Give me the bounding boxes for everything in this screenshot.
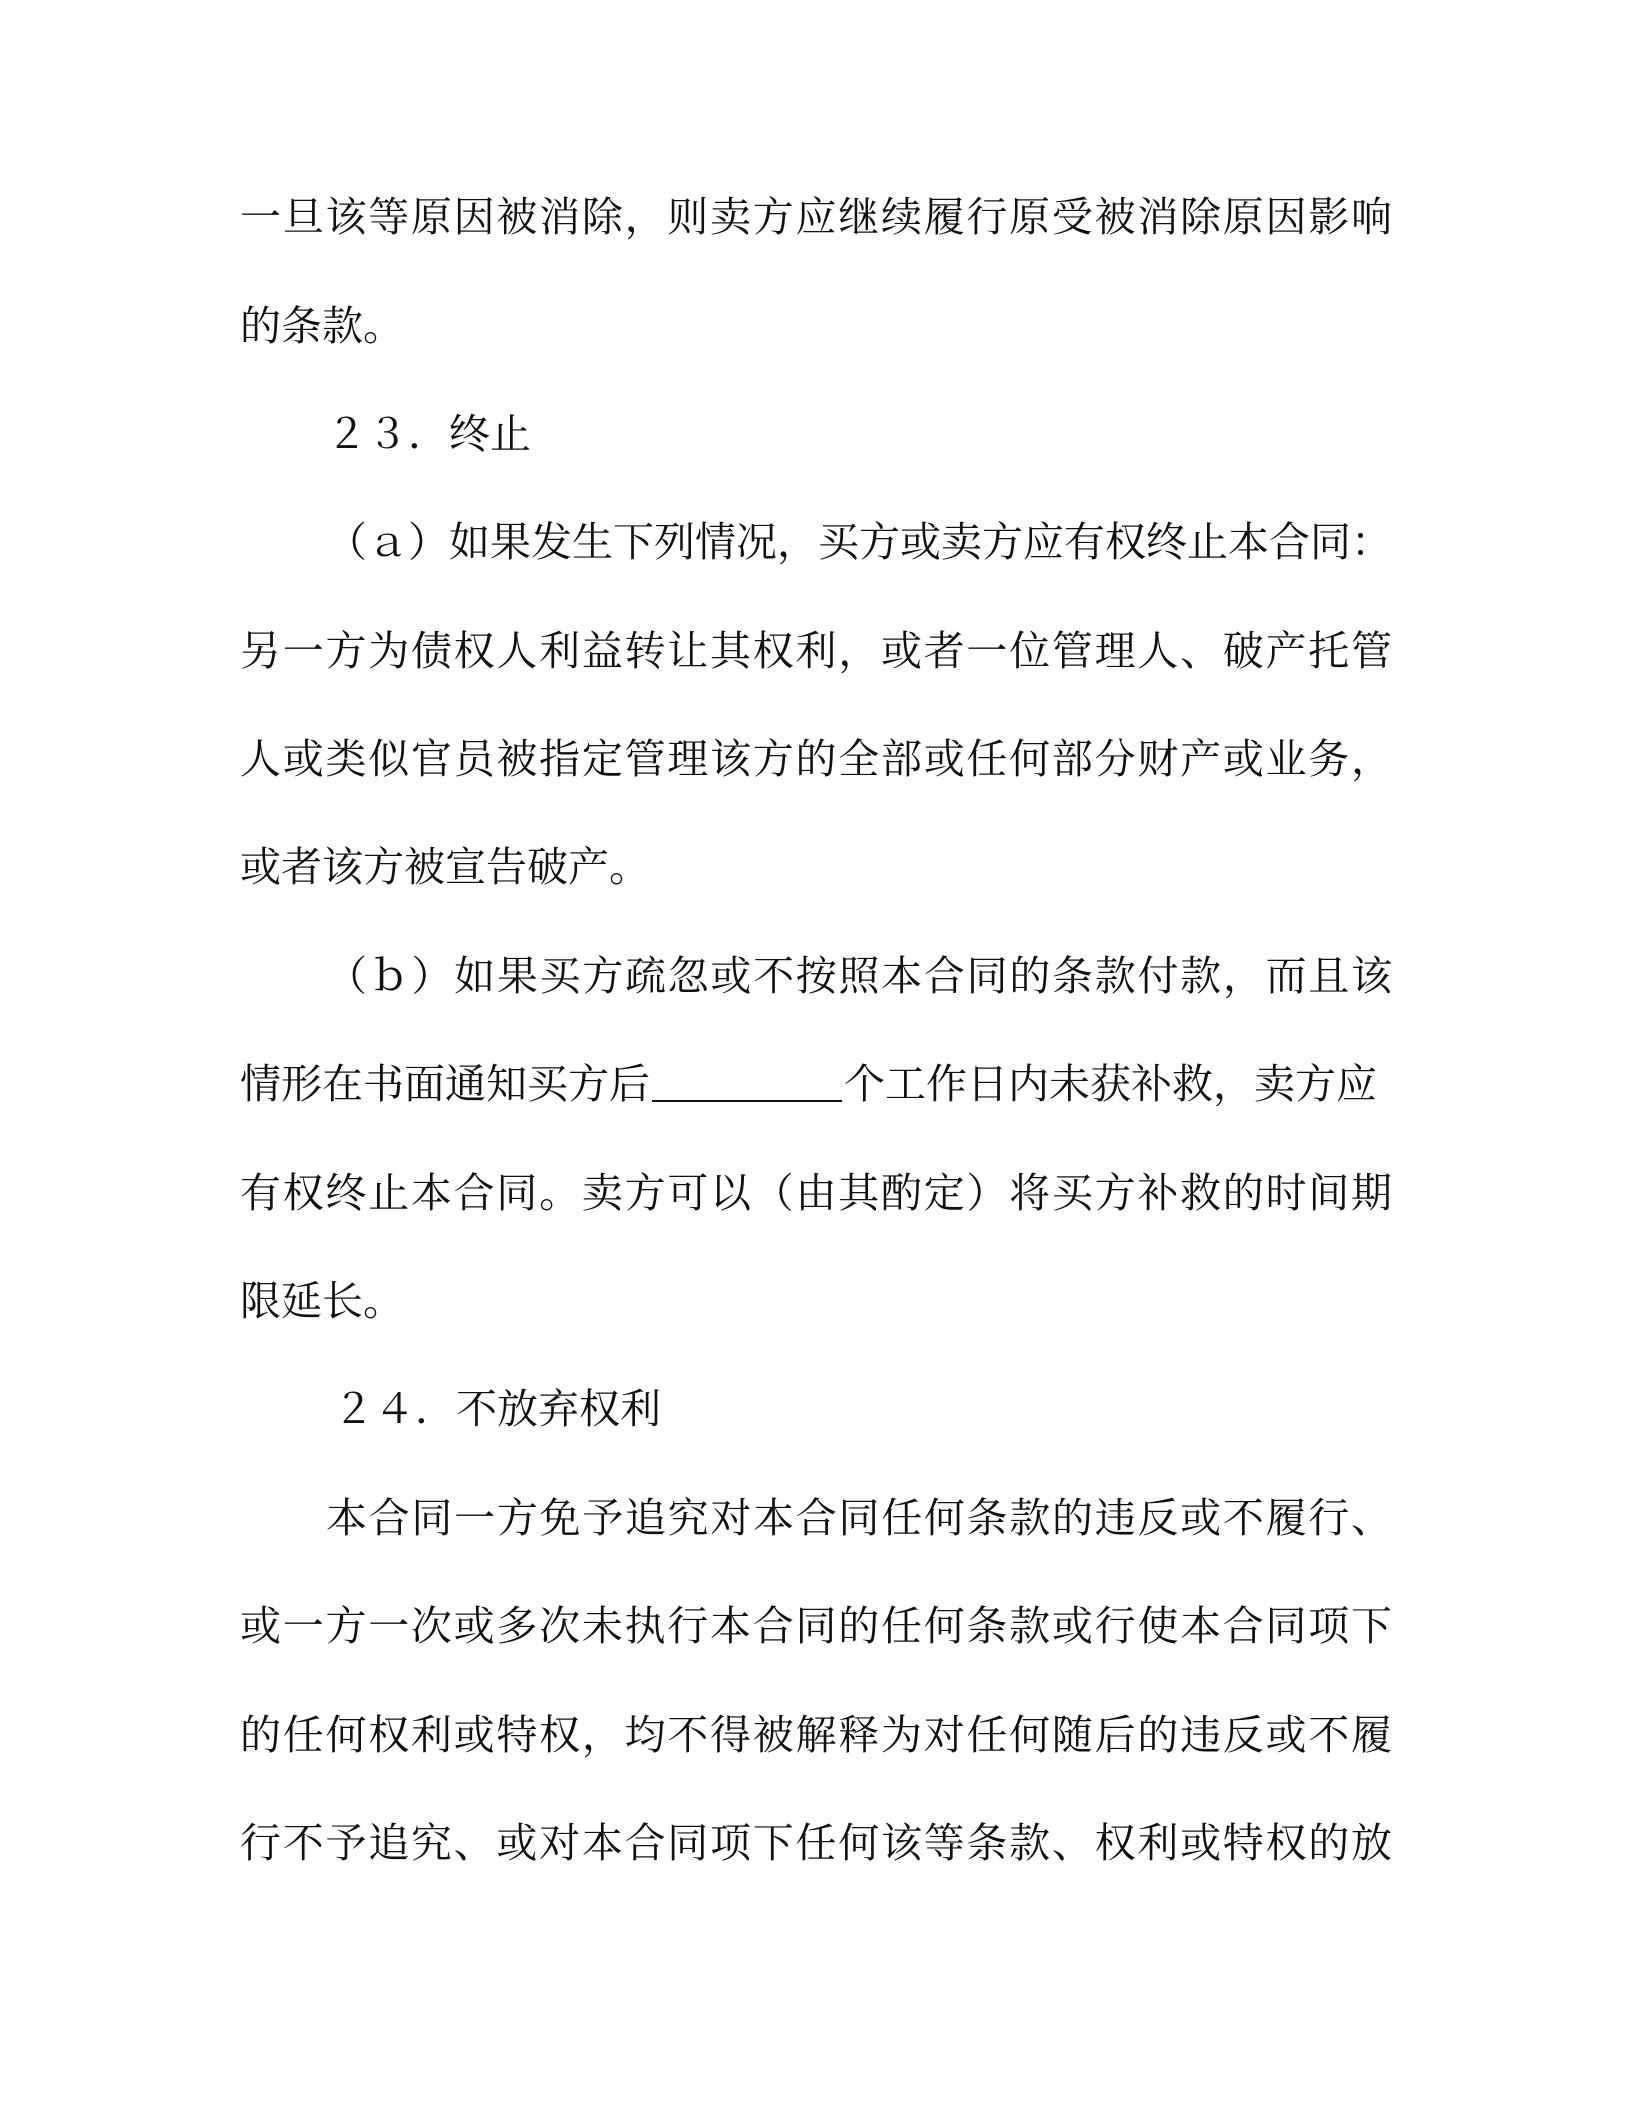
paragraph-line: 或者该方被宣告破产。 xyxy=(240,843,650,891)
clause-b-line: （ｂ）如果买方疏忽或不按照本合同的条款付款，而且该 xyxy=(326,952,1392,1000)
fill-in-blank[interactable] xyxy=(652,1060,842,1102)
paragraph-line: 另一方为债权人利益转让其权利，或者一位管理人、破产托管 xyxy=(240,627,1392,675)
section-heading-24: ２４．不放弃权利 xyxy=(333,1385,661,1433)
text-segment: 情形在书面通知买方后 xyxy=(240,1060,650,1108)
paragraph-line-with-blank xyxy=(240,1054,1392,1114)
paragraph-line: 的任何权利或特权，均不得被解释为对任何随后的违反或不履 xyxy=(240,1711,1392,1759)
paragraph-line: 一旦该等原因被消除，则卖方应继续履行原受被消除原因影响 xyxy=(240,193,1392,241)
paragraph-line: 或一方一次或多次未执行本合同的任何条款或行使本合同项下 xyxy=(240,1602,1392,1650)
paragraph-line: 的条款。 xyxy=(240,302,404,350)
text-segment: 个工作日内未获补救，卖方应 xyxy=(844,1060,1377,1108)
paragraph-line: 人或类似官员被指定管理该方的全部或任何部分财产或业务， xyxy=(240,735,1392,783)
section-heading-23: ２３．终止 xyxy=(326,410,531,458)
paragraph-line: 本合同一方免予追究对本合同任何条款的违反或不履行、 xyxy=(326,1494,1392,1542)
paragraph-line: 限延长。 xyxy=(240,1277,404,1325)
paragraph-line: 有权终止本合同。卖方可以（由其酌定）将买方补救的时间期 xyxy=(240,1169,1392,1217)
clause-a-line: （ａ）如果发生下列情况，买方或卖方应有权终止本合同： xyxy=(326,518,1392,566)
paragraph-line: 行不予追究、或对本合同项下任何该等条款、权利或特权的放 xyxy=(240,1819,1392,1867)
